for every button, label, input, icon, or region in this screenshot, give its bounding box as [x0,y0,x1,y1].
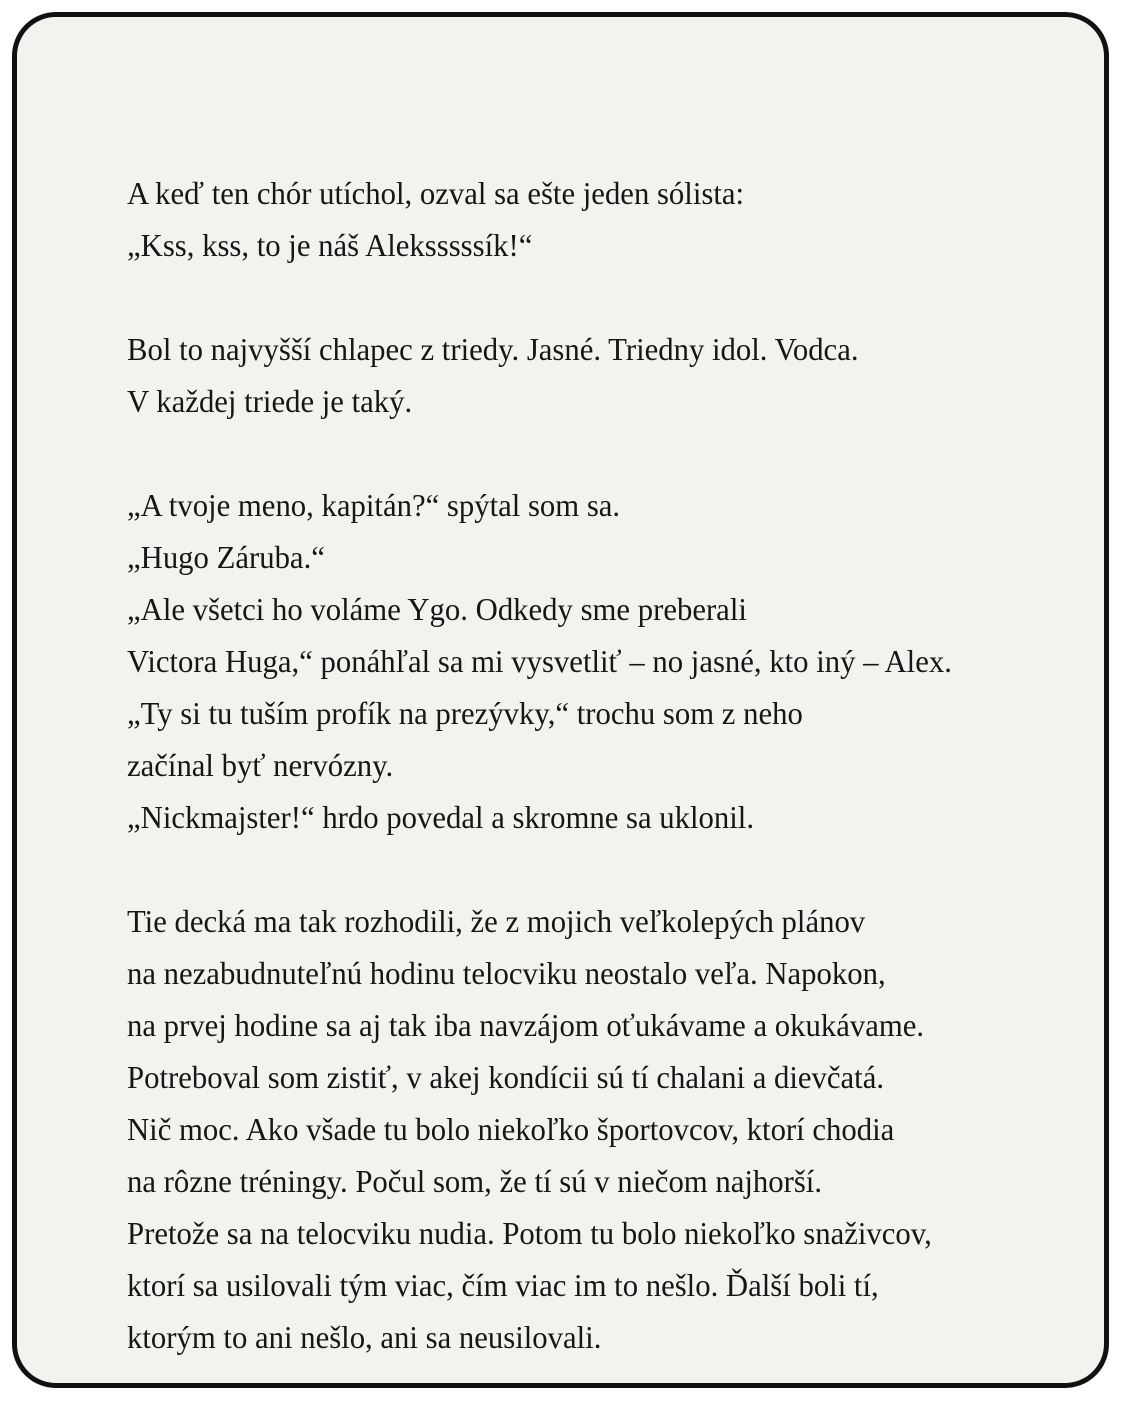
paragraph-gap [127,427,1049,479]
text-line: na rôzne tréningy. Počul som, že tí sú v niečom najhorší. [127,1163,823,1199]
paragraph-gap [127,843,1049,895]
text-line: Tie decká ma tak rozhodili, že z mojich veľkolepých plánov [127,903,866,939]
text-line: „Ty si tu tuším profík na prezývky,“ trochu som z neho [127,695,803,731]
text-line: začínal byť nervózny. [127,747,394,783]
text-line: Nič moc. Ako všade tu bolo niekoľko športovcov, ktorí chodia [127,1111,895,1147]
text-line: Pretože sa na telocviku nudia. Potom tu bolo niekoľko snaživcov, [127,1215,932,1251]
text-line: „Hugo Záruba.“ [127,539,325,575]
text-line: „Kss, kss, to je náš Aleksssssík!“ [127,227,533,263]
paragraph [127,895,1049,1363]
text-line: „Ale všetci ho voláme Ygo. Odkedy sme preberali [127,591,747,627]
page-frame [12,12,1109,1388]
text-line: V každej triede je taký. [127,383,413,419]
paragraph-gap [127,271,1049,323]
text-line: Victora Huga,“ ponáhľal sa mi vysvetliť – no jasné, kto iný – Alex. [127,643,952,679]
text-line: ktorým to ani nešlo, ani sa neusilovali. [127,1319,602,1355]
text-line: na prvej hodine sa aj tak iba navzájom oťukávame a okukávame. [127,1007,925,1043]
text-line: „A tvoje meno, kapitán?“ spýtal som sa. [127,487,621,523]
text-line: Bol to najvyšší chlapec z triedy. Jasné. Triedny idol. Vodca. [127,331,859,367]
text-line: „Nickmajster!“ hrdo povedal a skromne sa uklonil. [127,799,755,835]
text-line: ktorí sa usilovali tým viac, čím viac im to nešlo. Ďalší boli tí, [127,1267,879,1303]
paragraph [127,167,1049,271]
text-line: na nezabudnuteľnú hodinu telocviku neostalo veľa. Napokon, [127,955,886,991]
paragraph [127,323,1049,427]
text-line: Potreboval som zistiť, v akej kondícii sú tí chalani a dievčatá. [127,1059,885,1095]
text-body [127,167,1049,1363]
paragraph [127,479,1049,843]
text-line: A keď ten chór utíchol, ozval sa ešte jeden sólista: [127,175,745,211]
